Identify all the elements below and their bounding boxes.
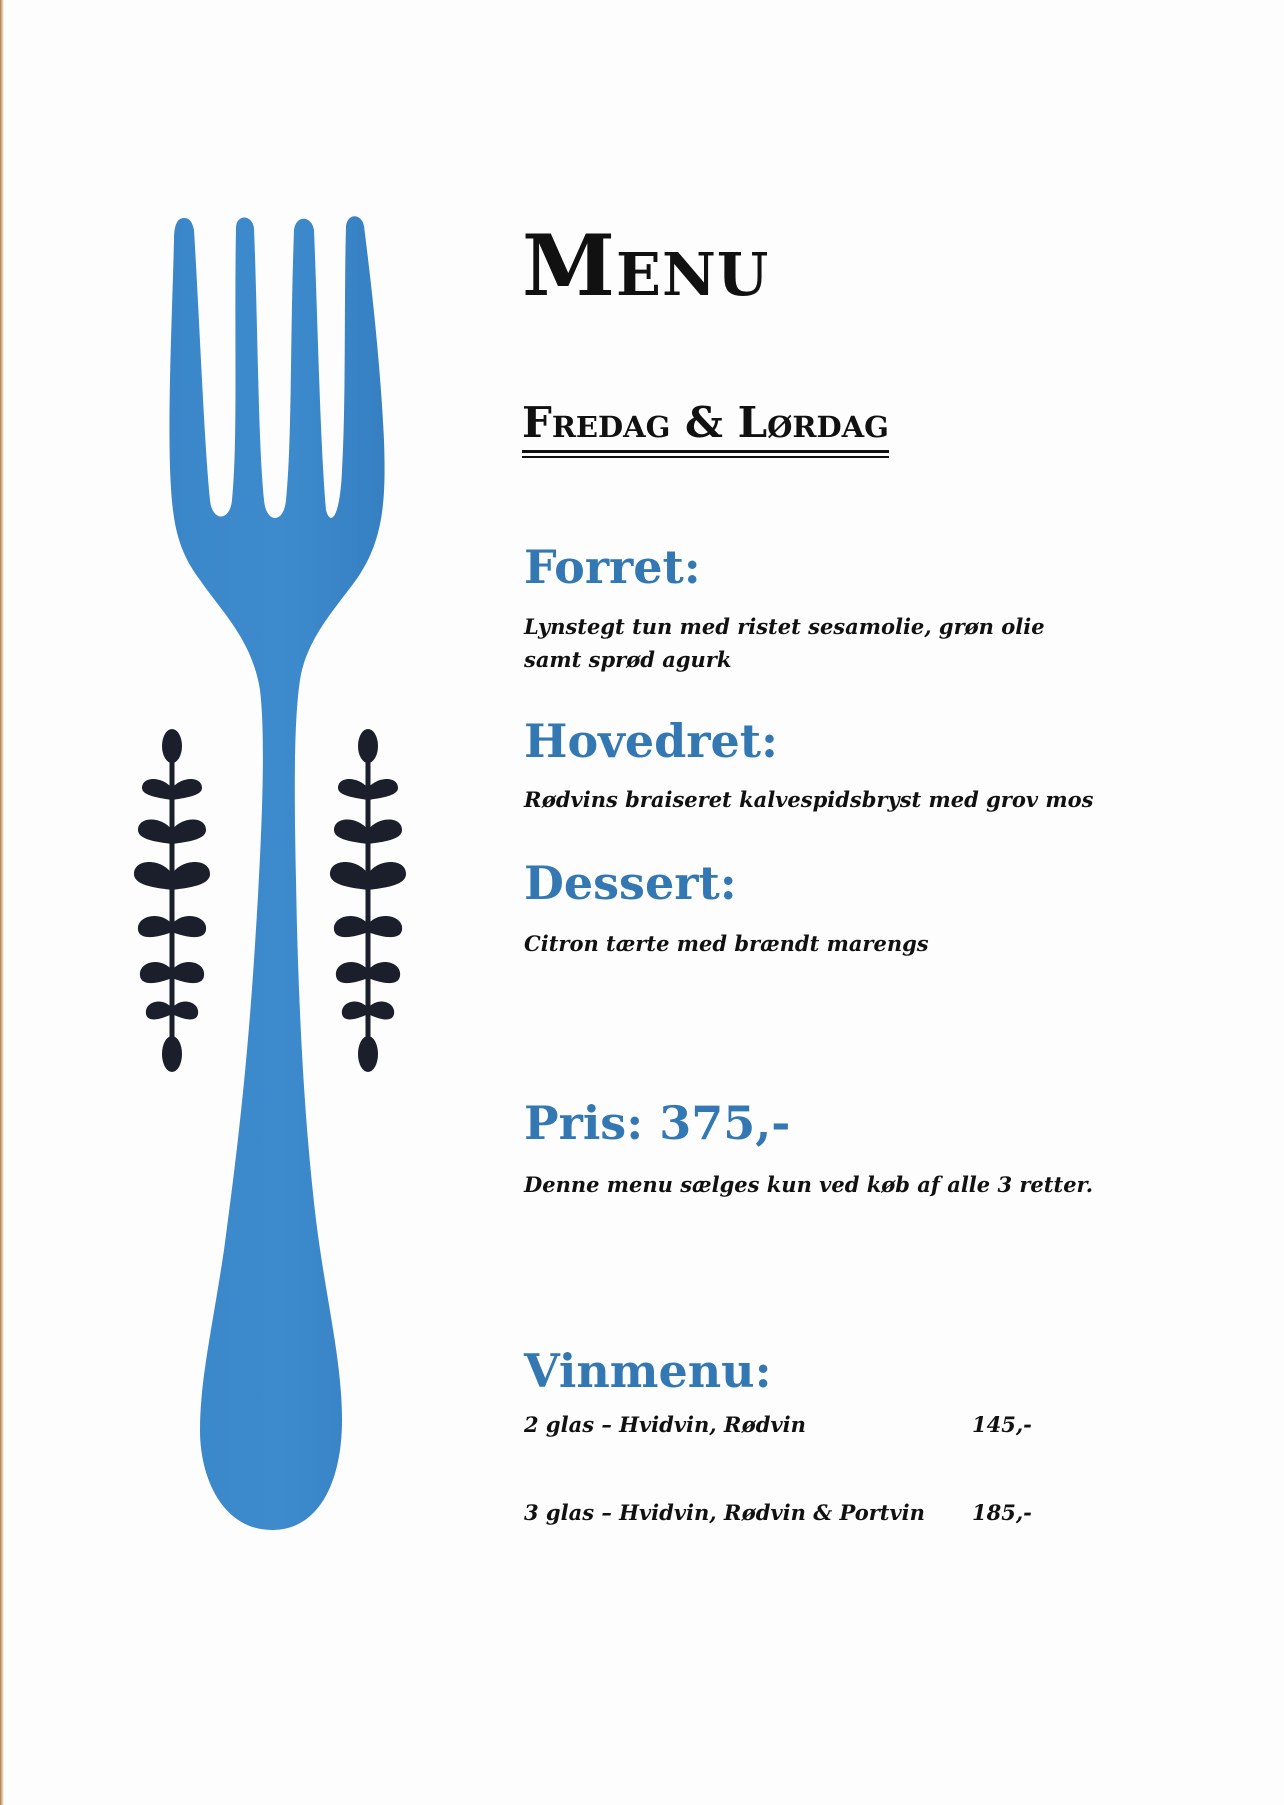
course-description-main: Rødvins braiseret kalvespidsbryst med grov mos xyxy=(524,787,1094,812)
wine-item-name: 3 glas – Hvidvin, Rødvin & Portvin xyxy=(524,1500,925,1525)
course-heading-starter: Forret: xyxy=(524,540,701,594)
sprig-icon-left xyxy=(134,729,210,1072)
price-note: Denne menu sælges kun ved køb af alle 3 retter. xyxy=(524,1172,1093,1197)
price-heading: Pris: 375,- xyxy=(524,1096,791,1150)
course-description-starter: Lynstegt tun med ristet sesamolie, grøn olie samt sprød agurk xyxy=(524,614,1045,672)
menu-title: Menu xyxy=(522,216,770,315)
wine-item-price: 145,- xyxy=(972,1412,1032,1437)
wine-item-price: 185,- xyxy=(972,1500,1032,1525)
menu-artwork xyxy=(0,0,520,1805)
sprig-icon-right xyxy=(330,729,406,1072)
menu-days: Fredag & Lørdag xyxy=(522,402,889,453)
wine-item xyxy=(522,1412,1082,1442)
wine-item-name: 2 glas – Hvidvin, Rødvin xyxy=(524,1412,806,1437)
course-description-dessert: Citron tærte med brændt marengs xyxy=(524,931,929,956)
course-heading-dessert: Dessert: xyxy=(524,856,737,910)
wine-heading: Vinmenu: xyxy=(524,1344,772,1398)
course-heading-main: Hovedret: xyxy=(524,714,779,768)
wine-item xyxy=(522,1500,1082,1530)
